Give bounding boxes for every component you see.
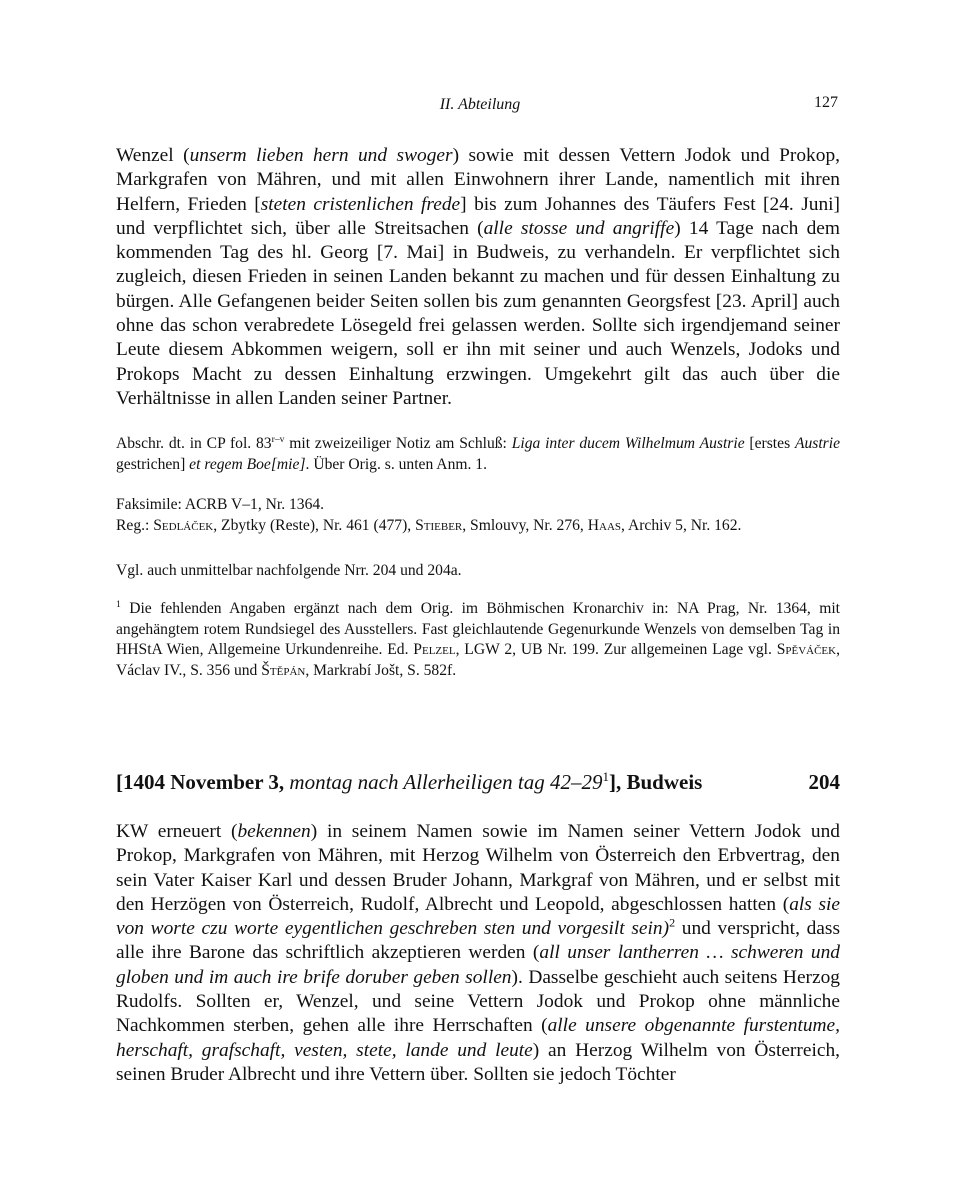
- text-span: ) in seinem Namen sowie im Namen seiner Vettern Jodok und Prokop, Markgrafen von Mähren, mit Herzog Wilhelm von Österreich den Erbvertrag, den sein Vater Kaiser Karl und dessen Bruder Johann, Markgraf von Mähren, und er selbst mit den Herzögen von Österreich, Rudolf, Albrecht und Leopold, abgeschlossen hatten (: [116, 821, 840, 915]
- regest-204: [116, 820, 840, 1087]
- footnote-marker: 1: [602, 769, 609, 784]
- text-span: ] bis zum Johannes des Täufers Fest [24. Juni] und verpflichtet sich, über alle Streitsachen (: [116, 193, 840, 239]
- document-number: 204: [808, 770, 840, 794]
- text-span: [erstes: [744, 435, 795, 452]
- facsimile-regest-note: [116, 495, 840, 536]
- text-span: , Václav IV., S. 356 und: [116, 641, 840, 679]
- text-span: Die fehlenden Angaben ergänzt nach dem Orig. im Böhmischen Kronarchiv in: NA Prag, Nr. 1364, mit angehängtem rotem Rundsiegel des Ausstellers. Fast gleichlautende Gegenurkunde Wenzels von demselben Tag in HHStA Wien, Allgemeine Urkundenreihe. Ed.: [116, 600, 840, 658]
- text-span: , Archiv 5, Nr. 162.: [621, 516, 742, 534]
- quoted-text: unserm lieben hern und swoger: [189, 145, 453, 166]
- text-span: ). Dasselbe geschieht auch seitens Herzog Rudolfs. Sollten er, Wenzel, und seine Vettern Jodok und Prokop ohne männliche Nachkommen sterben, gehen alle ihre Herrschaften (: [116, 966, 841, 1037]
- quoted-text: alle unsere obgenannte furstentume, herschaft, grafschaft, vesten, stete, lande und leute: [116, 1015, 840, 1061]
- text-span: Wenzel (: [116, 145, 190, 166]
- abschrift-note: [116, 434, 840, 475]
- text-span: . Über Orig. s. unten Anm. 1.: [305, 455, 487, 473]
- quoted-text: bekennen: [237, 821, 311, 842]
- text-span: mit zweizeiliger Notiz am Schluß:: [284, 435, 512, 452]
- footnote-block: [116, 599, 840, 681]
- quoted-text: et regem Boe[mie]: [189, 455, 306, 473]
- regest-paragraph: [116, 144, 840, 411]
- regest-continuation: [116, 144, 840, 411]
- running-header: [0, 94, 960, 118]
- author-name: Haas: [587, 516, 622, 534]
- document-heading: [116, 770, 840, 800]
- quoted-text: Austrie: [794, 435, 840, 452]
- cross-reference-note: [116, 561, 840, 582]
- text-span: KW erneuert (: [116, 821, 238, 842]
- text-span: , LGW 2, UB Nr. 199. Zur allgemeinen Lage vgl.: [455, 641, 777, 658]
- page-number: 127: [814, 94, 838, 111]
- text-span: , Markrabí Jošt, S. 582f.: [305, 661, 457, 679]
- text-span: [1404 November 3,: [116, 770, 290, 794]
- text-span: ) 14 Tage nach dem kommenden Tag des hl. Georg [7. Mai] in Budweis, zu verhandeln. Er verpflichtet sich zugleich, diesen Frieden in seinen Landen bekannt zu machen und für dessen Einhaltung zu bürgen. Alle Gefangenen beider Seiten sollen bis zum genannten Georgsfest [23. April] auch ohne das schon verabredete Lösegeld frei gelassen werden. Sollte sich irgendjemand seiner Leute diesem Abkommen weigern, soll er ihn mit seiner und auch Wenzels, Jodoks und Prokops Macht zu dessen Einhaltung erzwingen. Umgekehrt gilt das auch über die Verhältnisse in allen Landen seiner Partner.: [116, 217, 840, 409]
- facsimile-line: Faksimile: ACRB V–1, Nr. 1364.: [116, 496, 325, 513]
- text-span: und verspricht, dass alle ihre Barone das schriftlich akzeptieren werden (: [116, 918, 840, 964]
- copy-note: [116, 434, 840, 475]
- text-span: ) sowie mit dessen Vettern Jodok und Prokop, Markgrafen von Mähren, und mit allen Einwohnern ihrer Lande, namentlich mit ihren Helfern, Frieden [: [116, 145, 840, 215]
- dating-formula: montag nach Allerheiligen tag 42–29: [289, 770, 603, 794]
- quoted-text: steten cristenlichen frede: [260, 193, 461, 215]
- quoted-text: alle stosse und angriffe: [483, 217, 675, 239]
- text-span: gestrichen]: [116, 455, 190, 473]
- author-name: Štěpán: [261, 661, 306, 679]
- document-date-place: [116, 770, 702, 795]
- text-span: ], Budweis: [608, 770, 703, 794]
- quoted-text: all unser lantherren … schweren und globen und im auch ire brife doruber geben sollen: [116, 942, 840, 988]
- footnote-marker: 2: [669, 915, 676, 930]
- text-span: , Zbytky (Reste), Nr. 461 (477),: [213, 516, 416, 534]
- author-name: Pelzel: [413, 641, 456, 658]
- author-name: Sedláček: [153, 516, 214, 534]
- text-span: Abschr. dt. in CP fol. 83: [116, 435, 272, 452]
- folio-superscript: r–v: [271, 433, 285, 445]
- vgl-line: Vgl. auch unmittelbar nachfolgende Nrr. 204 und 204a.: [116, 562, 462, 579]
- quoted-text: Liga inter ducem Wilhelmum Austrie: [511, 435, 745, 452]
- text-span: , Smlouvy, Nr. 276,: [462, 516, 588, 534]
- text-span: ) an Herzog Wilhelm von Österreich, seinen Bruder Albrecht und ihre Vettern über. Sollten sie jedoch Töchter: [116, 1039, 840, 1085]
- footnote-marker: 1: [116, 598, 121, 610]
- author-name: Stieber: [415, 516, 463, 534]
- regest-references: [116, 516, 840, 537]
- regest-paragraph: [116, 820, 840, 1087]
- running-title: II. Abteilung: [439, 96, 521, 113]
- quoted-text: als sie von worte czu worte eygentlichen geschreben sten und vorgesilt sein): [116, 893, 840, 940]
- author-name: Spěváček: [776, 641, 837, 658]
- text-span: Reg.:: [116, 516, 154, 534]
- footnote-1: [116, 599, 840, 681]
